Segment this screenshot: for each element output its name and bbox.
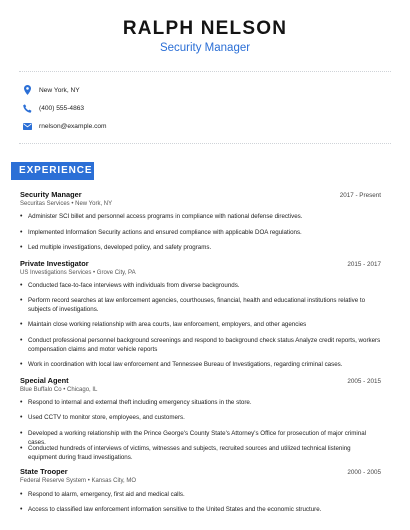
contact-location [22,84,222,96]
candidate-title: Security Manager [159,42,251,54]
job-entry [20,259,381,276]
job-dates: 2000 - 2005 [347,469,381,476]
candidate-name: RALPH NELSON [122,18,288,39]
job-organization: Blue Buffalo Co • Chicago, IL [20,387,98,393]
job-title: Security Manager [20,190,82,199]
list-item: • Led multiple investigations, developed policy, and safety programs. [20,244,212,251]
list-item: • Used CCTV to monitor store, employees, and customers. [20,414,185,421]
phone-icon [22,102,32,114]
email-icon [22,120,32,132]
list-item: • Access to classified law enforcement information sensitive to the United States and the economic structure. [20,506,322,513]
job-entry [20,467,381,484]
list-item: • Developed a working relationship with the Prince George's County State's Attorney's Office for prosecution of major criminal cases. [20,430,367,446]
job-title: State Trooper [20,467,68,476]
list-item: • Maintain close working relationship with area courts, law enforcement, employers, and other agencies [20,321,307,328]
email-text: rnelson@example.com [39,122,107,130]
divider [19,143,391,144]
phone-text: (400) 555-4863 [39,104,85,112]
list-item: • Respond to alarm, emergency, first aid and medical calls. [20,491,185,498]
divider [19,71,391,72]
job-title: Special Agent [20,376,69,385]
list-item: • Implemented Information Security actions and ensured compliance with applicable DOA regulations. [20,229,302,236]
list-item: • Conduct professional personnel background screenings and respond to background check status Analyze credit reports, workers compensation claims and motor vehicle reports [20,337,381,353]
job-dates: 2015 - 2017 [347,261,381,268]
location-text: New York, NY [39,86,80,94]
list-item: • Respond to internal and external theft including emergency situations in the store. [20,399,252,406]
location-pin-icon [22,84,32,96]
list-item: • Administer SCI billet and personnel access programs in compliance with national defense directives. [20,213,303,220]
contact-phone [22,102,222,114]
resume-header [0,0,410,55]
contact-email [22,120,222,132]
job-dates: 2005 - 2015 [347,378,381,385]
list-item: • Conducted hundreds of interviews of victims, witnesses and subjects, recruited sources and utilized technical listening equipment during fraud investigations. [20,445,351,461]
job-entry [20,190,381,207]
list-item: • Work in coordination with local law enforcement and Tennessee Bureau of Investigations, regarding criminal cases. [20,361,343,368]
job-organization: US Investigations Services • Grove City, PA [20,270,136,276]
list-item: • Conducted face-to-face interviews with individuals from diverse backgrounds. [20,282,240,289]
list-item: • Perform record searches at law enforcement agencies, courthouses, financial, health and educational institutions relative to subjects of investigations. [20,297,366,313]
job-title: Private Investigator [20,259,89,268]
job-organization: Securitas Services • New York, NY [20,201,113,207]
job-entry [20,376,381,393]
job-organization: Federal Reserve System • Kansas City, MO [20,478,137,484]
experience-heading: EXPERIENCE [11,162,94,180]
job-dates: 2017 - Present [339,192,381,199]
